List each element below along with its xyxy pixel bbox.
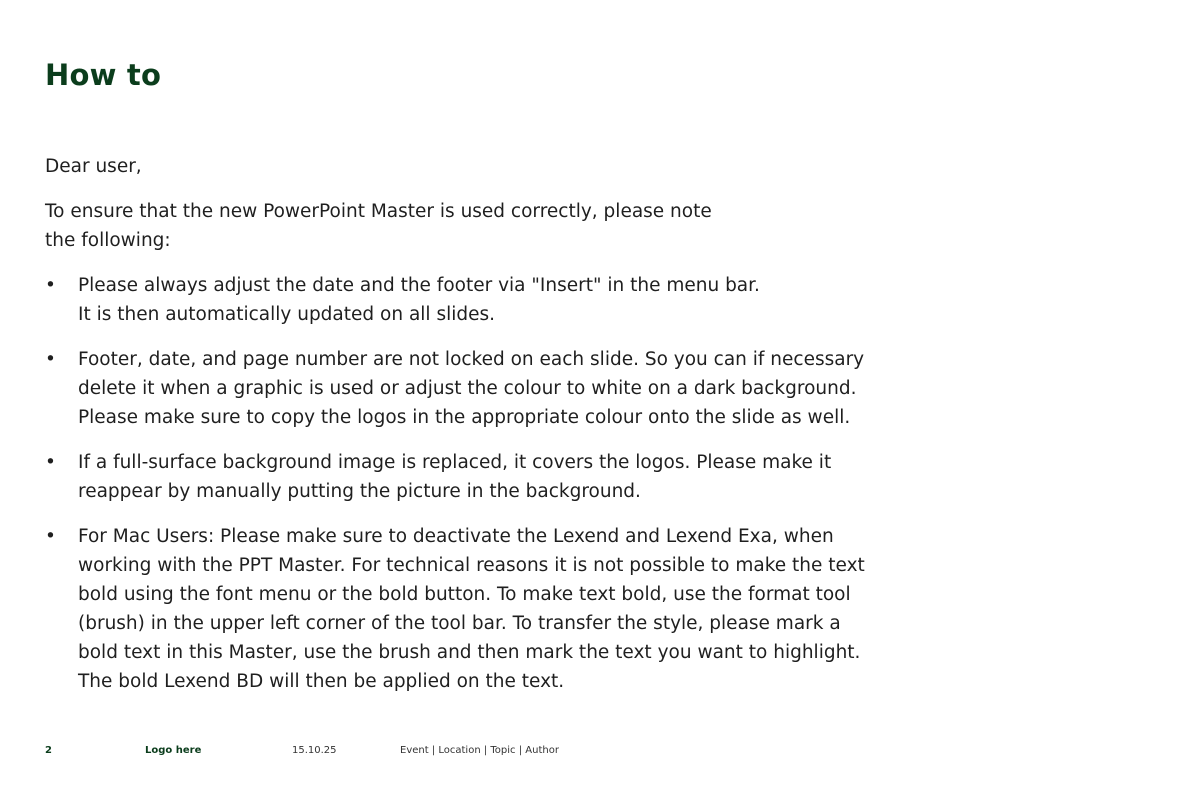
bullet-list — [45, 271, 925, 696]
bullet-text: Please always adjust the date and the footer via "Insert" in the menu bar. It is then automatically updated on all slides. — [78, 275, 760, 325]
bullet-text: For Mac Users: Please make sure to deactivate the Lexend and Lexend Exa, when working with the PPT Master. For technical reasons it is not possible to make the text bold using the font menu or the bold button. To make text bold, use the format tool (brush) in the upper left corner of the tool bar. To transfer the style, please mark a bold text in this Master, use the brush and then mark the text you want to highlight. The bold Lexend BD will then be applied on the text. — [78, 526, 865, 692]
slide-title: How to — [45, 58, 162, 92]
bullet-icon: • — [45, 349, 56, 370]
bullet-item — [45, 271, 925, 329]
bullet-item — [45, 448, 925, 506]
intro-text: To ensure that the new PowerPoint Master is used correctly, please note the following: — [45, 201, 712, 251]
footer-logo-placeholder: Logo here — [145, 745, 202, 756]
footer-info: Event | Location | Topic | Author — [400, 745, 559, 756]
bullet-item — [45, 345, 925, 432]
bullet-item — [45, 522, 925, 696]
slide-body — [45, 152, 925, 712]
bullet-icon: • — [45, 526, 56, 547]
bullet-text: If a full-surface background image is replaced, it covers the logos. Please make it reappear by manually putting the picture in the background. — [78, 452, 832, 502]
footer-page-number: 2 — [45, 745, 52, 756]
greeting-text: Dear user, — [45, 156, 142, 177]
bullet-icon: • — [45, 275, 56, 296]
bullet-text: Footer, date, and page number are not locked on each slide. So you can if necessary delete it when a graphic is used or adjust the colour to white on a dark background. Please make sure to copy the logos in the appropriate colour onto the slide as well. — [78, 349, 865, 428]
bullet-icon: • — [45, 452, 56, 473]
footer-date: 15.10.25 — [292, 745, 337, 756]
